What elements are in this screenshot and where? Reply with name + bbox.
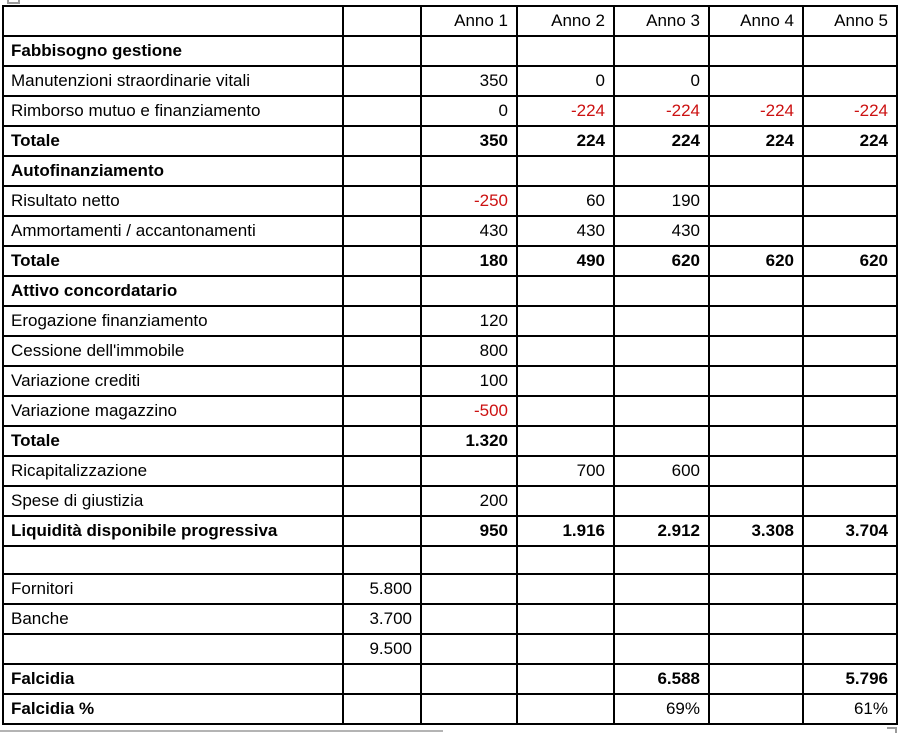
- cell-somma-debiti-anno2[interactable]: [517, 634, 614, 664]
- cell-autofinanziamento-anno2[interactable]: [517, 156, 614, 186]
- cell-totale-attivo-anno5[interactable]: [803, 426, 897, 456]
- financial-plan-table: [2, 5, 898, 725]
- table-row-attivo-concordatario: [3, 276, 897, 306]
- cell-ricapitalizzazione-label[interactable]: Ricapitalizzazione: [3, 456, 343, 486]
- cell-rimborso-mutuo-anno5[interactable]: -224: [803, 96, 897, 126]
- cell-banche-anno4[interactable]: [709, 604, 803, 634]
- cell-empty-row-label[interactable]: [3, 546, 343, 574]
- cell-risultato-netto-anno5[interactable]: [803, 186, 897, 216]
- table-row-fabbisogno-gestione: [3, 36, 897, 66]
- cell-fabbisogno-gestione-anno4[interactable]: [709, 36, 803, 66]
- cell-falcidia-pct-anno2[interactable]: [517, 694, 614, 724]
- cell-ricapitalizzazione-col2[interactable]: [343, 456, 421, 486]
- cell-cessione-immobile-anno1[interactable]: 800: [421, 336, 517, 366]
- selection-line-artifact: [0, 730, 443, 732]
- cell-spese-giustizia-anno5[interactable]: [803, 486, 897, 516]
- cell-ricapitalizzazione-anno4[interactable]: [709, 456, 803, 486]
- cell-liquidita-progressiva-anno1[interactable]: 950: [421, 516, 517, 546]
- cell-autofinanziamento-label[interactable]: Autofinanziamento: [3, 156, 343, 186]
- cell-somma-debiti-anno5[interactable]: [803, 634, 897, 664]
- cell-totale-autofinanziamento-anno3[interactable]: 620: [614, 246, 709, 276]
- cell-empty-row-anno4[interactable]: [709, 546, 803, 574]
- cell-falcidia-label[interactable]: Falcidia: [3, 664, 343, 694]
- cell-totale-autofinanziamento-anno5[interactable]: 620: [803, 246, 897, 276]
- cell-manutenzioni-straordinarie-anno5[interactable]: [803, 66, 897, 96]
- cell-rimborso-mutuo-anno4[interactable]: -224: [709, 96, 803, 126]
- cell-liquidita-progressiva-anno2[interactable]: 1.916: [517, 516, 614, 546]
- cell-fabbisogno-gestione-anno2[interactable]: [517, 36, 614, 66]
- cell-banche-anno2[interactable]: [517, 604, 614, 634]
- cell-totale-autofinanziamento-anno1[interactable]: 180: [421, 246, 517, 276]
- table-row-cessione-immobile: [3, 336, 897, 366]
- cell-totale-attivo-anno1[interactable]: 1.320: [421, 426, 517, 456]
- cell-autofinanziamento-anno3[interactable]: [614, 156, 709, 186]
- cell-manutenzioni-straordinarie-anno2[interactable]: 0: [517, 66, 614, 96]
- cell-erogazione-finanziamento-col2[interactable]: [343, 306, 421, 336]
- cell-manutenzioni-straordinarie-anno3[interactable]: 0: [614, 66, 709, 96]
- cell-erogazione-finanziamento-label[interactable]: Erogazione finanziamento: [3, 306, 343, 336]
- cell-erogazione-finanziamento-anno4[interactable]: [709, 306, 803, 336]
- table-row-variazione-crediti: [3, 366, 897, 396]
- cell-autofinanziamento-anno4[interactable]: [709, 156, 803, 186]
- cell-erogazione-finanziamento-anno1[interactable]: 120: [421, 306, 517, 336]
- cell-empty-row-anno1[interactable]: [421, 546, 517, 574]
- cell-variazione-crediti-anno2[interactable]: [517, 366, 614, 396]
- cell-variazione-crediti-anno1[interactable]: 100: [421, 366, 517, 396]
- cell-totale-attivo-label[interactable]: Totale: [3, 426, 343, 456]
- cell-totale-fabbisogno-label[interactable]: Totale: [3, 126, 343, 156]
- table-row-erogazione-finanziamento: [3, 306, 897, 336]
- cell-totale-autofinanziamento-anno4[interactable]: 620: [709, 246, 803, 276]
- cell-spese-giustizia-col2[interactable]: [343, 486, 421, 516]
- cell-totale-attivo-anno4[interactable]: [709, 426, 803, 456]
- cell-rimborso-mutuo-anno2[interactable]: -224: [517, 96, 614, 126]
- table-row-header: [3, 6, 897, 36]
- cell-variazione-crediti-anno4[interactable]: [709, 366, 803, 396]
- cell-ricapitalizzazione-anno5[interactable]: [803, 456, 897, 486]
- cell-variazione-magazzino-label[interactable]: Variazione magazzino: [3, 396, 343, 426]
- cell-autofinanziamento-anno1[interactable]: [421, 156, 517, 186]
- cell-attivo-concordatario-anno1[interactable]: [421, 276, 517, 306]
- cell-ammortamenti-anno2[interactable]: 430: [517, 216, 614, 246]
- cell-fabbisogno-gestione-anno5[interactable]: [803, 36, 897, 66]
- cell-ammortamenti-label[interactable]: Ammortamenti / accantonamenti: [3, 216, 343, 246]
- cell-cessione-immobile-anno5[interactable]: [803, 336, 897, 366]
- cell-fornitori-anno1[interactable]: [421, 574, 517, 604]
- cell-totale-fabbisogno-anno4[interactable]: 224: [709, 126, 803, 156]
- cell-totale-attivo-anno3[interactable]: [614, 426, 709, 456]
- cell-variazione-crediti-col2[interactable]: [343, 366, 421, 396]
- cell-totale-fabbisogno-anno3[interactable]: 224: [614, 126, 709, 156]
- cell-variazione-magazzino-anno1[interactable]: -500: [421, 396, 517, 426]
- selection-corner-artifact: [887, 727, 897, 733]
- cell-autofinanziamento-anno5[interactable]: [803, 156, 897, 186]
- cell-totale-fabbisogno-col2[interactable]: [343, 126, 421, 156]
- cell-liquidita-progressiva-anno4[interactable]: 3.308: [709, 516, 803, 546]
- cell-fornitori-anno3[interactable]: [614, 574, 709, 604]
- selection-handle-artifact: [7, 0, 20, 4]
- cell-liquidita-progressiva-anno3[interactable]: 2.912: [614, 516, 709, 546]
- cell-liquidita-progressiva-anno5[interactable]: 3.704: [803, 516, 897, 546]
- cell-header-anno4[interactable]: Anno 4: [709, 6, 803, 36]
- cell-totale-fabbisogno-anno1[interactable]: 350: [421, 126, 517, 156]
- cell-fabbisogno-gestione-label[interactable]: Fabbisogno gestione: [3, 36, 343, 66]
- cell-attivo-concordatario-anno5[interactable]: [803, 276, 897, 306]
- cell-fornitori-anno4[interactable]: [709, 574, 803, 604]
- cell-totale-fabbisogno-anno2[interactable]: 224: [517, 126, 614, 156]
- cell-falcidia-pct-anno5[interactable]: 61%: [803, 694, 897, 724]
- cell-manutenzioni-straordinarie-label[interactable]: Manutenzioni straordinarie vitali: [3, 66, 343, 96]
- cell-spese-giustizia-label[interactable]: Spese di giustizia: [3, 486, 343, 516]
- cell-somma-debiti-anno1[interactable]: [421, 634, 517, 664]
- cell-cessione-immobile-label[interactable]: Cessione dell'immobile: [3, 336, 343, 366]
- cell-banche-anno5[interactable]: [803, 604, 897, 634]
- cell-rimborso-mutuo-anno3[interactable]: -224: [614, 96, 709, 126]
- cell-variazione-crediti-anno3[interactable]: [614, 366, 709, 396]
- cell-variazione-magazzino-anno2[interactable]: [517, 396, 614, 426]
- cell-falcidia-anno3[interactable]: 6.588: [614, 664, 709, 694]
- cell-ammortamenti-anno1[interactable]: 430: [421, 216, 517, 246]
- cell-ricapitalizzazione-anno1[interactable]: [421, 456, 517, 486]
- cell-fornitori-label[interactable]: Fornitori: [3, 574, 343, 604]
- table-row-banche: [3, 604, 897, 634]
- cell-falcidia-anno1[interactable]: [421, 664, 517, 694]
- cell-liquidita-progressiva-col2[interactable]: [343, 516, 421, 546]
- cell-falcidia-pct-anno4[interactable]: [709, 694, 803, 724]
- cell-ammortamenti-anno3[interactable]: 430: [614, 216, 709, 246]
- cell-risultato-netto-anno4[interactable]: [709, 186, 803, 216]
- cell-somma-debiti-anno4[interactable]: [709, 634, 803, 664]
- cell-spese-giustizia-anno4[interactable]: [709, 486, 803, 516]
- cell-empty-row-anno3[interactable]: [614, 546, 709, 574]
- cell-ammortamenti-anno4[interactable]: [709, 216, 803, 246]
- cell-fabbisogno-gestione-anno3[interactable]: [614, 36, 709, 66]
- cell-rimborso-mutuo-col2[interactable]: [343, 96, 421, 126]
- cell-cessione-immobile-col2[interactable]: [343, 336, 421, 366]
- table-row-somma-debiti: [3, 634, 897, 664]
- cell-risultato-netto-col2[interactable]: [343, 186, 421, 216]
- cell-banche-label[interactable]: Banche: [3, 604, 343, 634]
- cell-variazione-magazzino-anno3[interactable]: [614, 396, 709, 426]
- table-row-falcidia-pct: [3, 694, 897, 724]
- table-row-empty-row: [3, 546, 897, 574]
- cell-banche-anno3[interactable]: [614, 604, 709, 634]
- cell-somma-debiti-col2[interactable]: 9.500: [343, 634, 421, 664]
- cell-liquidita-progressiva-label[interactable]: Liquidità disponibile progressiva: [3, 516, 343, 546]
- cell-variazione-magazzino-anno5[interactable]: [803, 396, 897, 426]
- cell-totale-autofinanziamento-col2[interactable]: [343, 246, 421, 276]
- cell-falcidia-pct-anno3[interactable]: 69%: [614, 694, 709, 724]
- table-row-spese-giustizia: [3, 486, 897, 516]
- table-row-totale-fabbisogno: [3, 126, 897, 156]
- cell-risultato-netto-anno2[interactable]: 60: [517, 186, 614, 216]
- table-row-manutenzioni-straordinarie: [3, 66, 897, 96]
- cell-header-col2[interactable]: [343, 6, 421, 36]
- cell-spese-giustizia-anno2[interactable]: [517, 486, 614, 516]
- cell-header-anno2[interactable]: Anno 2: [517, 6, 614, 36]
- table-row-falcidia: [3, 664, 897, 694]
- cell-risultato-netto-label[interactable]: Risultato netto: [3, 186, 343, 216]
- cell-attivo-concordatario-anno4[interactable]: [709, 276, 803, 306]
- cell-cessione-immobile-anno4[interactable]: [709, 336, 803, 366]
- cell-erogazione-finanziamento-anno5[interactable]: [803, 306, 897, 336]
- cell-ammortamenti-anno5[interactable]: [803, 216, 897, 246]
- cell-variazione-magazzino-anno4[interactable]: [709, 396, 803, 426]
- cell-fabbisogno-gestione-anno1[interactable]: [421, 36, 517, 66]
- table-row-risultato-netto: [3, 186, 897, 216]
- cell-erogazione-finanziamento-anno3[interactable]: [614, 306, 709, 336]
- cell-attivo-concordatario-col2[interactable]: [343, 276, 421, 306]
- cell-falcidia-pct-label[interactable]: Falcidia %: [3, 694, 343, 724]
- cell-somma-debiti-anno3[interactable]: [614, 634, 709, 664]
- cell-manutenzioni-straordinarie-anno4[interactable]: [709, 66, 803, 96]
- table-row-fornitori: [3, 574, 897, 604]
- table-row-autofinanziamento: [3, 156, 897, 186]
- cell-fornitori-col2[interactable]: 5.800: [343, 574, 421, 604]
- cell-variazione-crediti-anno5[interactable]: [803, 366, 897, 396]
- cell-cessione-immobile-anno3[interactable]: [614, 336, 709, 366]
- cell-banche-anno1[interactable]: [421, 604, 517, 634]
- cell-falcidia-anno4[interactable]: [709, 664, 803, 694]
- cell-rimborso-mutuo-label[interactable]: Rimborso mutuo e finanziamento: [3, 96, 343, 126]
- cell-attivo-concordatario-anno3[interactable]: [614, 276, 709, 306]
- cell-header-label[interactable]: [3, 6, 343, 36]
- table-row-liquidita-progressiva: [3, 516, 897, 546]
- cell-ammortamenti-col2[interactable]: [343, 216, 421, 246]
- table-row-ammortamenti: [3, 216, 897, 246]
- cell-header-anno1[interactable]: Anno 1: [421, 6, 517, 36]
- cell-empty-row-anno5[interactable]: [803, 546, 897, 574]
- cell-falcidia-pct-col2[interactable]: [343, 694, 421, 724]
- table-row-totale-autofinanziamento: [3, 246, 897, 276]
- cell-rimborso-mutuo-anno1[interactable]: 0: [421, 96, 517, 126]
- cell-falcidia-anno5[interactable]: 5.796: [803, 664, 897, 694]
- cell-totale-autofinanziamento-anno2[interactable]: 490: [517, 246, 614, 276]
- cell-variazione-crediti-label[interactable]: Variazione crediti: [3, 366, 343, 396]
- cell-somma-debiti-label[interactable]: [3, 634, 343, 664]
- cell-header-anno3[interactable]: Anno 3: [614, 6, 709, 36]
- cell-fornitori-anno2[interactable]: [517, 574, 614, 604]
- cell-risultato-netto-anno1[interactable]: -250: [421, 186, 517, 216]
- cell-totale-attivo-col2[interactable]: [343, 426, 421, 456]
- cell-falcidia-pct-anno1[interactable]: [421, 694, 517, 724]
- table-row-rimborso-mutuo: [3, 96, 897, 126]
- cell-spese-giustizia-anno3[interactable]: [614, 486, 709, 516]
- cell-attivo-concordatario-anno2[interactable]: [517, 276, 614, 306]
- cell-autofinanziamento-col2[interactable]: [343, 156, 421, 186]
- cell-attivo-concordatario-label[interactable]: Attivo concordatario: [3, 276, 343, 306]
- cell-falcidia-col2[interactable]: [343, 664, 421, 694]
- cell-variazione-magazzino-col2[interactable]: [343, 396, 421, 426]
- table-row-ricapitalizzazione: [3, 456, 897, 486]
- cell-totale-autofinanziamento-label[interactable]: Totale: [3, 246, 343, 276]
- cell-spese-giustizia-anno1[interactable]: 200: [421, 486, 517, 516]
- financial-table-body: [3, 6, 897, 724]
- cell-fornitori-anno5[interactable]: [803, 574, 897, 604]
- cell-ricapitalizzazione-anno2[interactable]: 700: [517, 456, 614, 486]
- cell-risultato-netto-anno3[interactable]: 190: [614, 186, 709, 216]
- cell-totale-attivo-anno2[interactable]: [517, 426, 614, 456]
- cell-header-anno5[interactable]: Anno 5: [803, 6, 897, 36]
- cell-banche-col2[interactable]: 3.700: [343, 604, 421, 634]
- cell-erogazione-finanziamento-anno2[interactable]: [517, 306, 614, 336]
- cell-totale-fabbisogno-anno5[interactable]: 224: [803, 126, 897, 156]
- cell-manutenzioni-straordinarie-col2[interactable]: [343, 66, 421, 96]
- cell-empty-row-anno2[interactable]: [517, 546, 614, 574]
- table-row-totale-attivo: [3, 426, 897, 456]
- cell-falcidia-anno2[interactable]: [517, 664, 614, 694]
- cell-cessione-immobile-anno2[interactable]: [517, 336, 614, 366]
- cell-ricapitalizzazione-anno3[interactable]: 600: [614, 456, 709, 486]
- cell-manutenzioni-straordinarie-anno1[interactable]: 350: [421, 66, 517, 96]
- cell-empty-row-col2[interactable]: [343, 546, 421, 574]
- table-row-variazione-magazzino: [3, 396, 897, 426]
- cell-fabbisogno-gestione-col2[interactable]: [343, 36, 421, 66]
